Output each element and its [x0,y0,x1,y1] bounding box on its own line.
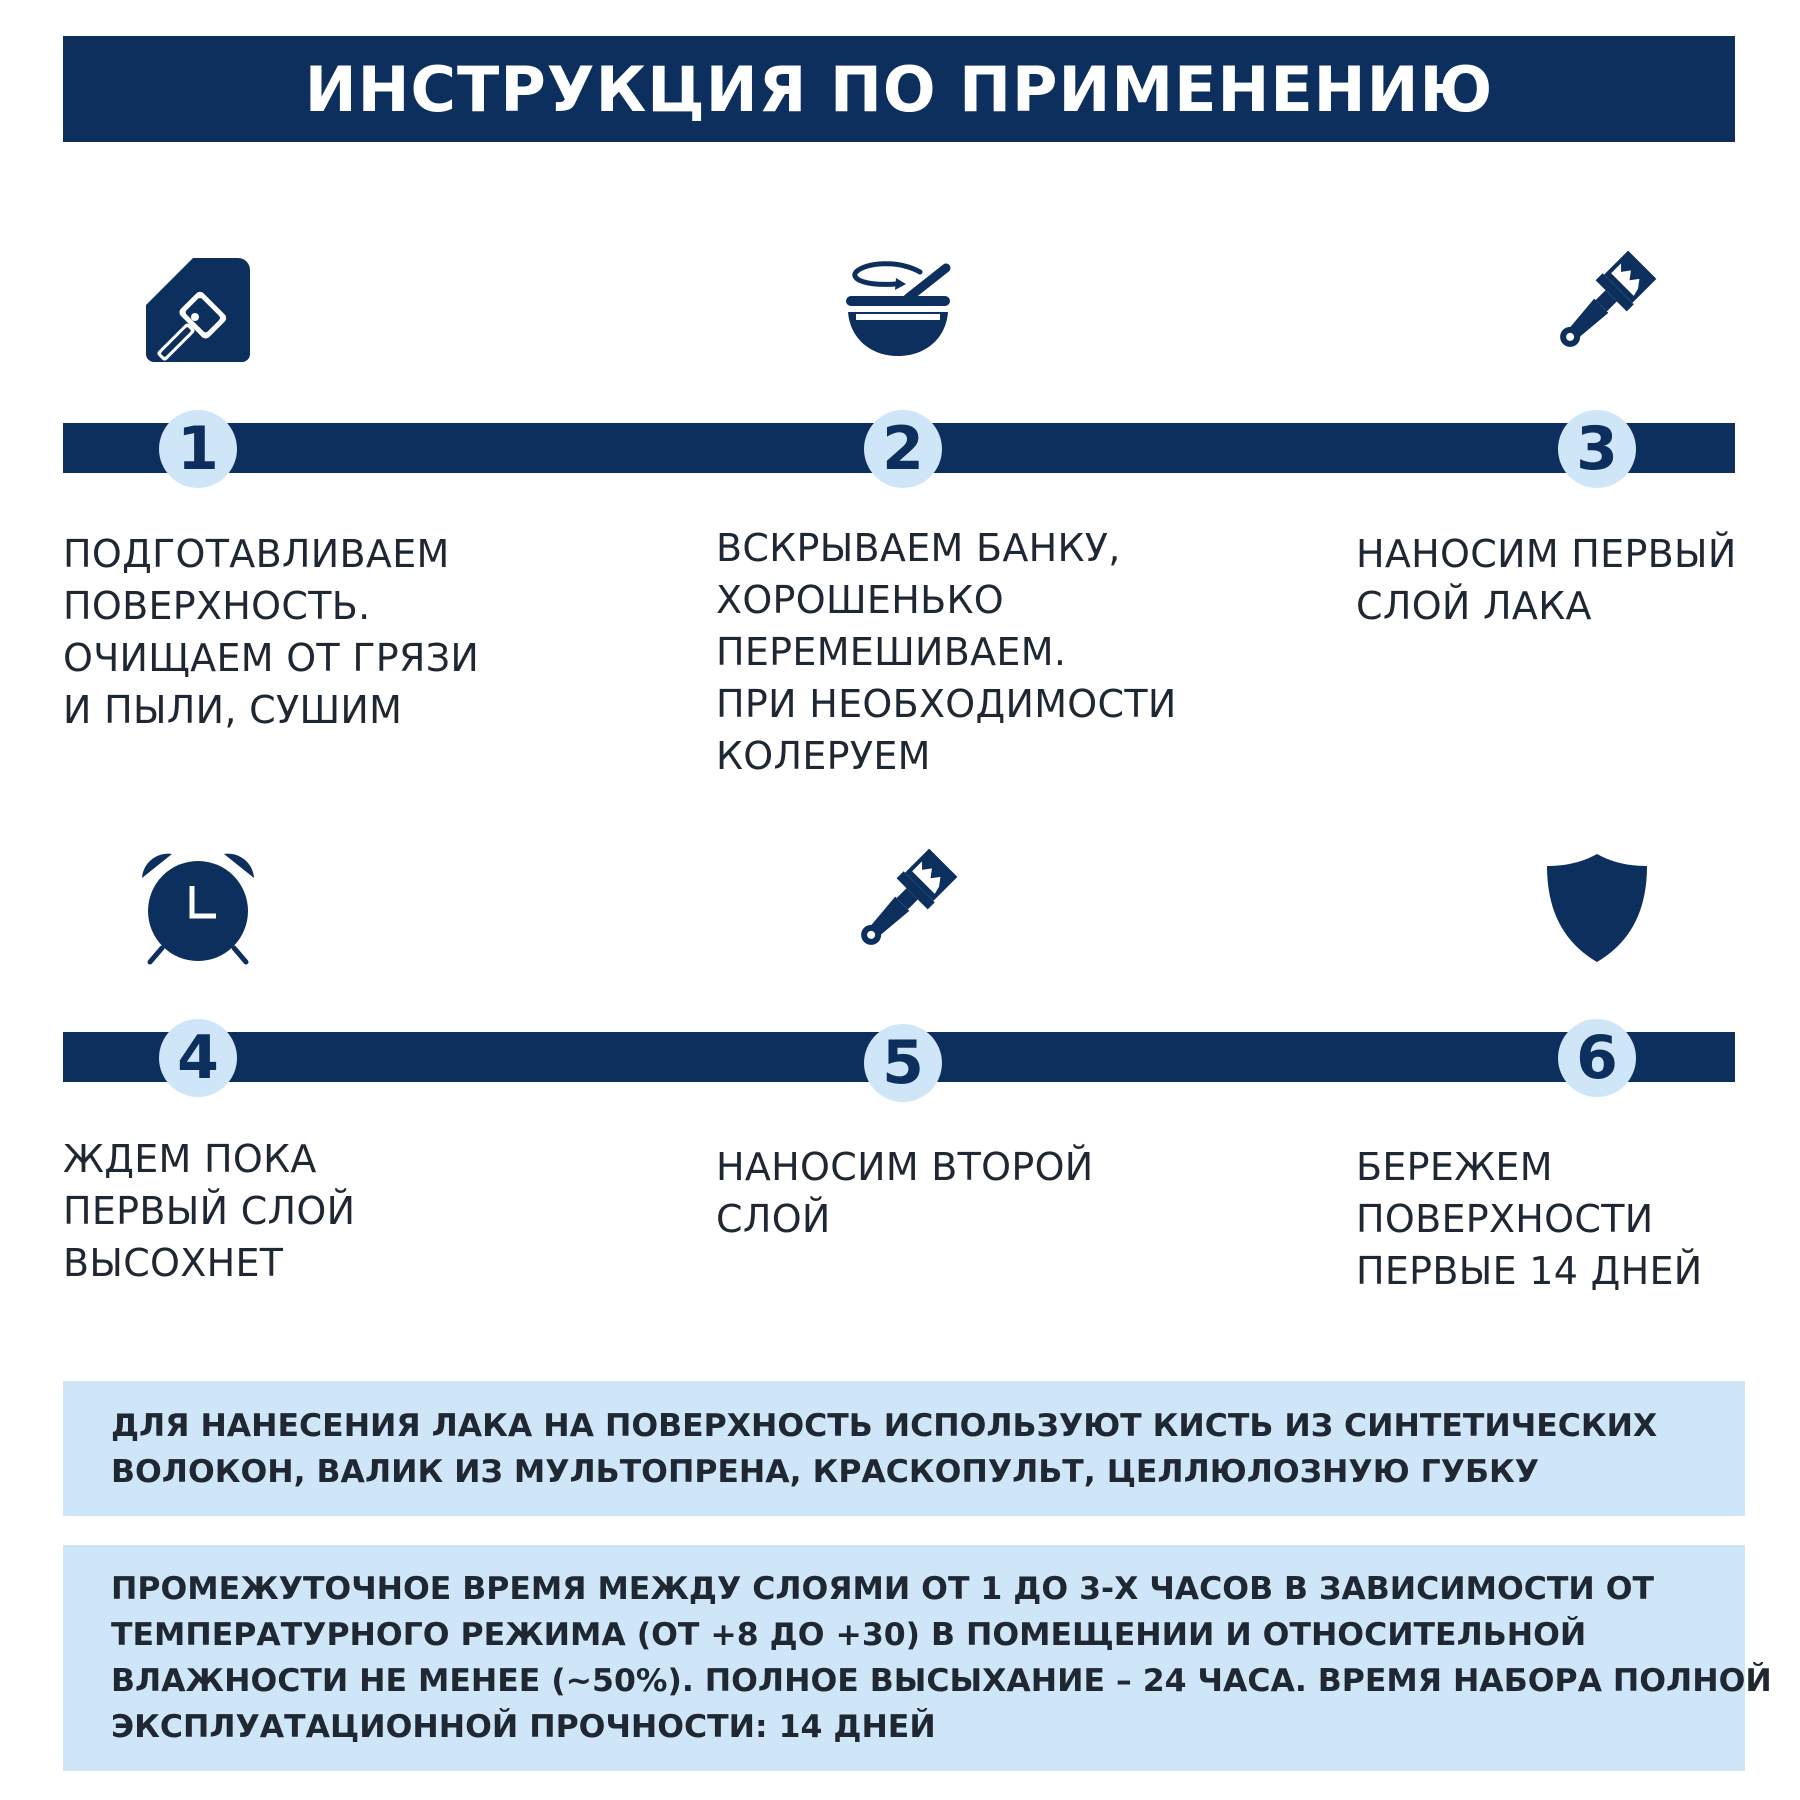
step-3-line: СЛОЙ ЛАКА [1356,584,1592,628]
step-2-text [716,522,1177,782]
alarm-clock-icon [138,848,258,968]
step-3-line: НАНОСИМ ПЕРВЫЙ [1356,532,1737,576]
step-4-line: ПЕРВЫЙ СЛОЙ [63,1189,356,1233]
step-1-text [63,528,479,736]
step-2-line: ВСКРЫВАЕМ БАНКУ, [716,526,1121,570]
step-5-line: СЛОЙ [716,1197,831,1241]
shield-icon [1537,848,1657,968]
step-5-line: НАНОСИМ ВТОРОЙ [716,1145,1094,1189]
info-note-tools [63,1381,1745,1516]
step-2-line: ПЕРЕМЕШИВАЕМ. [716,630,1067,674]
step-3-number: 3 [1558,410,1636,488]
step-5-text [716,1141,1094,1245]
step-4-line: ЖДЕМ ПОКА [63,1137,317,1181]
step-1-line: ПОВЕРХНОСТЬ. [63,584,371,628]
step-5-number: 5 [864,1024,942,1102]
step-4-number: 4 [159,1019,237,1097]
mixing-bowl-icon [838,250,958,370]
note-line: ТЕМПЕРАТУРНОГО РЕЖИМА (ОТ +8 ДО +30) В ПОМЕЩЕНИИ И ОТНОСИТЕЛЬНОЙ [111,1617,1587,1653]
step-2-line: ПРИ НЕОБХОДИМОСТИ [716,682,1177,726]
note-line: ВОЛОКОН, ВАЛИК ИЗ МУЛЬТОПРЕНА, КРАСКОПУЛЬТ, ЦЕЛЛЮЛОЗНУЮ ГУБКУ [111,1453,1540,1490]
step-3-text [1356,528,1737,632]
step-1-line: ОЧИЩАЕМ ОТ ГРЯЗИ [63,636,480,680]
paintbrush-icon [838,848,958,968]
step-2-line: КОЛЕРУЕМ [716,734,931,778]
step-4-text [63,1133,355,1289]
step-6-line: ПОВЕРХНОСТИ [1356,1197,1654,1241]
step-1-line: И ПЫЛИ, СУШИМ [63,688,403,732]
step-2-number: 2 [864,410,942,488]
step-6-text [1356,1141,1703,1297]
step-1-number: 1 [159,410,237,488]
note-line: ДЛЯ НАНЕСЕНИЯ ЛАКА НА ПОВЕРХНОСТЬ ИСПОЛЬЗУЮТ КИСТЬ ИЗ СИНТЕТИЧЕСКИХ [111,1407,1658,1444]
note-line: ЭКСПЛУАТАЦИОННОЙ ПРОЧНОСТИ: 14 ДНЕЙ [111,1709,936,1745]
step-6-line: ПЕРВЫЕ 14 ДНЕЙ [1356,1249,1703,1293]
step-2-line: ХОРОШЕНЬКО [716,578,1004,622]
note-line: ВЛАЖНОСТИ НЕ МЕНЕЕ (~50%). ПОЛНОЕ ВЫСЫХАНИЕ – 24 ЧАСА. ВРЕМЯ НАБОРА ПОЛНОЙ [111,1663,1772,1699]
note-line: ПРОМЕЖУТОЧНОЕ ВРЕМЯ МЕЖДУ СЛОЯМИ ОТ 1 ДО 3-Х ЧАСОВ В ЗАВИСИМОСТИ ОТ [111,1571,1654,1607]
step-6-line: БЕРЕЖЕМ [1356,1145,1553,1189]
surface-cleaning-icon [138,250,258,370]
title-banner [63,36,1735,142]
page-title: ИНСТРУКЦИЯ ПО ПРИМЕНЕНИЮ [304,52,1494,126]
step-4-line: ВЫСОХНЕТ [63,1241,284,1285]
paintbrush-icon [1537,250,1657,370]
info-note-drying [63,1545,1772,1771]
step-1-line: ПОДГОТАВЛИВАЕМ [63,532,450,576]
step-6-number: 6 [1558,1019,1636,1097]
